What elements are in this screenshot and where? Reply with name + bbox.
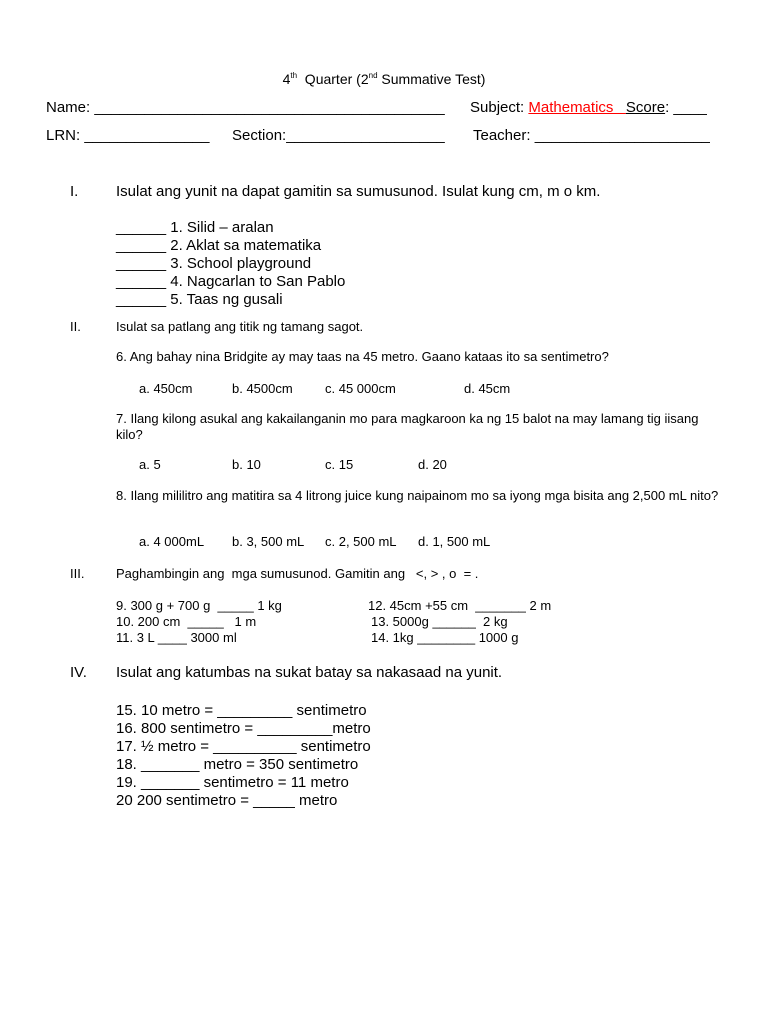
- section-1-item: ______ 2. Aklat sa matematika: [116, 237, 322, 254]
- question-7-choice-c: c. 15: [325, 457, 354, 472]
- comparison-item: 9. 300 g + 700 g _____ 1 kg: [116, 598, 282, 613]
- test-title: 4th Quarter (2nd Summative Test): [282, 71, 486, 87]
- question-8-choice-d: d. 1, 500 mL: [418, 534, 491, 549]
- score-label: Score: [625, 99, 666, 116]
- question-7: 7. Ilang kilong asukal ang kakailanganin mo para magkaroon ka ng 15 balot na may lamang tig iisang kilo?: [116, 411, 699, 442]
- name-blank: __________________________________________: [94, 99, 445, 116]
- comparison-item: 12. 45cm +55 cm _______ 2 m: [368, 598, 552, 613]
- section-1-number: I.: [70, 183, 79, 200]
- comparison-item: 14. 1kg ________ 1000 g: [371, 630, 519, 645]
- conversion-item: 18. _______ metro = 350 sentimetro: [116, 756, 359, 773]
- subject-field: [470, 99, 707, 116]
- subject-label: Subject:: [470, 99, 529, 116]
- conversion-item: 15. 10 metro = _________ sentimetro: [116, 702, 367, 719]
- question-6-choice-d: d. 45cm: [464, 381, 511, 396]
- question-6-choice-b: b. 4500cm: [232, 381, 293, 396]
- question-6-choice-c: c. 45 000cm: [325, 381, 396, 396]
- section-1-item: ______ 5. Taas ng gusali: [116, 291, 283, 308]
- score-blank: : ____: [665, 99, 707, 116]
- conversion-item: 19. _______ sentimetro = 11 metro: [116, 774, 349, 791]
- section-1-instruction: Isulat ang yunit na dapat gamitin sa sumusunod. Isulat kung cm, m o km.: [116, 183, 601, 200]
- section-4-number: IV.: [70, 664, 87, 681]
- comparison-item: 11. 3 L ____ 3000 ml: [116, 630, 237, 645]
- section-3-number: III.: [70, 566, 85, 581]
- section-1-item: ______ 4. Nagcarlan to San Pablo: [116, 273, 346, 290]
- section-1-item: ______ 1. Silid – aralan: [116, 219, 274, 236]
- section-2-number: II.: [70, 319, 81, 334]
- question-6: 6. Ang bahay nina Bridgite ay may taas na 45 metro. Gaano kataas ito sa sentimetro?: [116, 349, 609, 364]
- conversion-item: 17. ½ metro = __________ sentimetro: [116, 738, 371, 755]
- section-2-instruction: Isulat sa patlang ang titik ng tamang sagot.: [116, 319, 364, 334]
- question-8: 8. Ilang mililitro ang matitira sa 4 litrong juice kung naipainom mo sa iyong mga bisita ang 2,500 mL nito?: [116, 488, 719, 503]
- comparison-item: 13. 5000g ______ 2 kg: [371, 614, 508, 629]
- conversion-item: 16. 800 sentimetro = _________metro: [116, 720, 371, 737]
- lrn-field: LRN: _______________: [46, 127, 210, 144]
- name-field: [46, 99, 445, 116]
- comparison-item: 10. 200 cm _____ 1 m: [116, 614, 257, 629]
- teacher-field: Teacher: _____________________: [473, 127, 710, 144]
- subject-value: Mathematics: [528, 99, 626, 116]
- name-label: Name:: [46, 99, 95, 116]
- question-8-choice-c: c. 2, 500 mL: [325, 534, 397, 549]
- question-8-choice-b: b. 3, 500 mL: [232, 534, 305, 549]
- section-3-instruction: Paghambingin ang mga sumusunod. Gamitin ang <, > , o = .: [116, 566, 479, 581]
- section-4-instruction: Isulat ang katumbas na sukat batay sa nakasaad na yunit.: [116, 664, 503, 681]
- question-7-choice-b: b. 10: [232, 457, 261, 472]
- question-7-choice-a: a. 5: [139, 457, 161, 472]
- question-8-choice-a: a. 4 000mL: [139, 534, 205, 549]
- conversion-item: 20 200 sentimetro = _____ metro: [116, 792, 338, 809]
- question-7-choice-d: d. 20: [418, 457, 447, 472]
- question-6-choice-a: a. 450cm: [139, 381, 193, 396]
- section-1-item: ______ 3. School playground: [116, 255, 312, 272]
- section-field: Section:___________________: [232, 127, 445, 144]
